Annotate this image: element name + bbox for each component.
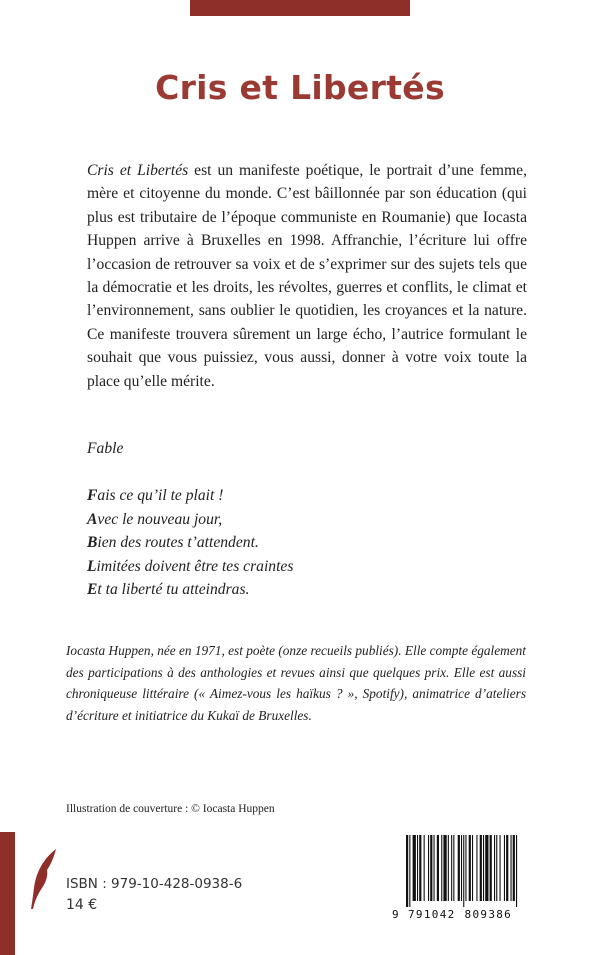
barcode-bar bbox=[506, 835, 508, 901]
barcode-bar bbox=[448, 835, 449, 901]
barcode-bar bbox=[463, 835, 464, 907]
poem-line-text: imitées doivent être tes craintes bbox=[96, 557, 294, 575]
poem-line bbox=[87, 508, 293, 532]
barcode-bar bbox=[443, 835, 446, 901]
barcode-bar bbox=[461, 835, 462, 901]
barcode-bar bbox=[490, 835, 492, 901]
barcode-bar bbox=[476, 835, 477, 901]
poem-line-text: vec le nouveau jour, bbox=[97, 510, 223, 528]
barcode-bar bbox=[451, 835, 452, 901]
barcode-bar bbox=[504, 835, 505, 901]
back-cover-blurb bbox=[87, 159, 527, 393]
barcode-bar bbox=[480, 835, 482, 901]
barcode-bar bbox=[430, 835, 432, 901]
poem-line bbox=[87, 484, 293, 508]
barcode-bar bbox=[409, 835, 410, 907]
poem-title: Fable bbox=[87, 440, 124, 457]
price: 14 € bbox=[66, 897, 98, 913]
poem-initial: F bbox=[87, 487, 98, 504]
barcode-bar bbox=[441, 835, 442, 901]
barcode-group-2: 809386 bbox=[464, 908, 513, 921]
barcode-bar bbox=[500, 835, 501, 901]
barcode-bar bbox=[469, 835, 471, 901]
illustration-credit: Illustration de couverture : © Iocasta Huppen bbox=[66, 803, 275, 815]
barcode-bar bbox=[437, 835, 439, 901]
isbn: ISBN : 979-10-428-0938-6 bbox=[66, 876, 243, 892]
barcode-bar bbox=[413, 835, 416, 901]
barcode-group-1: 791042 bbox=[408, 908, 456, 921]
poem-initial: E bbox=[87, 581, 98, 598]
poem-line bbox=[87, 531, 293, 555]
barcode-bar bbox=[485, 835, 488, 901]
poem-line bbox=[87, 578, 293, 602]
barcode-bar bbox=[516, 835, 517, 907]
quill-icon bbox=[30, 848, 58, 910]
poem-line-text: t ta liberté tu atteindras. bbox=[97, 581, 250, 598]
author-bio: Iocasta Huppen, née en 1971, est poète (onze recueils publiés). Elle compte également des participations à des anthologies et revues ainsi que quelques prix. Elle est aussi chroniqueuse littéraire (« Aimez-vous les haïkus ? », Spotify), animatrice d’ateliers d’écriture et initiatrice du Kukaï de Bruxelles. bbox=[66, 643, 526, 723]
barcode-first-digit: 9 bbox=[392, 908, 399, 921]
barcode-bar bbox=[417, 835, 418, 901]
barcode-bar bbox=[483, 835, 484, 901]
barcode-bar bbox=[513, 835, 515, 901]
barcode-bar bbox=[419, 835, 421, 901]
poem-line-text: ais ce qu’il te plait ! bbox=[97, 487, 224, 504]
barcode-digits bbox=[392, 908, 532, 921]
blurb-text: est un manifeste poétique, le portrait d’une femme, mère et citoyenne du monde. C’est bâillonnée par son éducation (qui plus est tributaire de l’époque communiste en Roumanie) que Iocasta Huppen arrive à Bruxelles en 1998. Affranchie, l’écriture lui offre l’occasion de retrouver sa voix et de s’exprimer sur des sujets tels que la démocratie et les droits, les révoltes, guerres et conflits, le climat et l’environnement, sans oublier le quotidien, les croyances et la nature. Ce manifeste trouvera sûrement un large écho, l’autrice formulant le souhait que vous puissiez, vous aussi, donner à votre voix toute la place qu’elle mérite. bbox=[87, 162, 527, 390]
blurb-title-italic: Cris et Libertés bbox=[87, 162, 189, 179]
book-title: Cris et Libertés bbox=[155, 68, 445, 107]
barcode bbox=[392, 835, 532, 925]
poem-initial: L bbox=[87, 557, 97, 575]
poem-line bbox=[87, 555, 293, 579]
poem-line-text: ien des routes t’attendent. bbox=[97, 534, 259, 551]
poem bbox=[87, 437, 293, 602]
barcode-bar bbox=[465, 835, 466, 901]
barcode-bar bbox=[472, 835, 473, 901]
top-accent-bar bbox=[190, 0, 410, 16]
barcode-bar bbox=[453, 835, 454, 901]
barcode-bar bbox=[424, 835, 425, 901]
poem-lines bbox=[87, 484, 293, 602]
poem-initial: A bbox=[87, 510, 98, 528]
barcode-bar bbox=[458, 835, 460, 901]
barcode-bar bbox=[494, 835, 495, 901]
barcode-bar bbox=[434, 835, 435, 901]
poem-initial: B bbox=[87, 534, 98, 551]
barcode-bars bbox=[392, 835, 532, 907]
side-accent-bar bbox=[0, 832, 15, 955]
barcode-bar bbox=[406, 835, 408, 907]
barcode-bar bbox=[511, 835, 512, 901]
barcode-bar bbox=[428, 835, 429, 901]
barcode-bar bbox=[496, 835, 497, 901]
